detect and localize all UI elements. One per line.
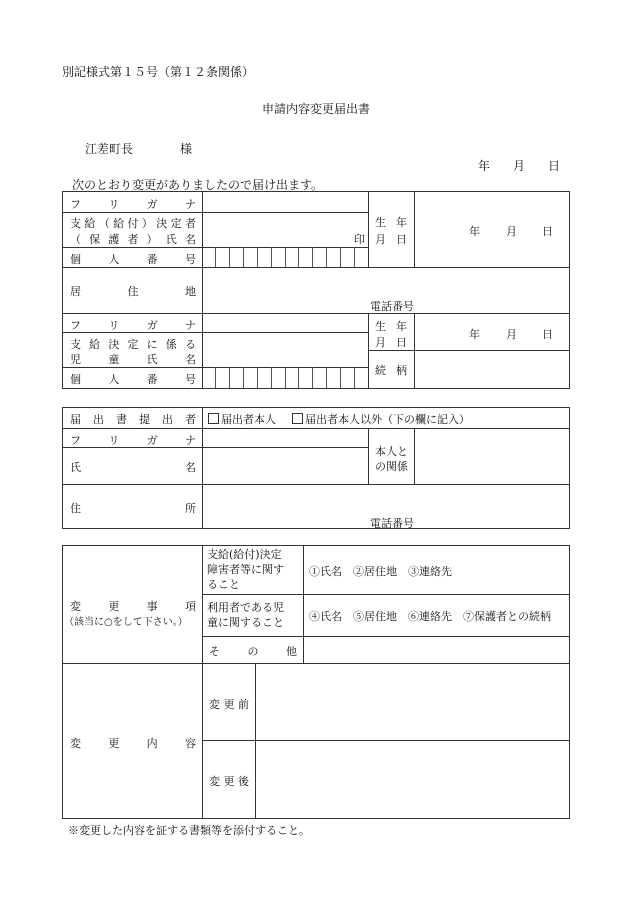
- submitter-name-label: 氏 名: [70, 461, 196, 474]
- date-day: 日: [548, 159, 561, 173]
- child-birth-year: 年: [469, 328, 480, 341]
- checkbox-icon[interactable]: [208, 413, 219, 424]
- kojin-label: 個 人 番 号: [70, 253, 196, 266]
- birth-label-1: 生 年: [375, 216, 407, 229]
- row1-options[interactable]: ①氏名 ②居住地 ③連絡先: [309, 565, 452, 578]
- payee-name-label-line1: 支 給 （ 給 付 ） 決 定 者: [70, 217, 196, 230]
- relation-label: 続 柄: [375, 364, 407, 377]
- furigana-label: フ リ ガ ナ: [70, 198, 196, 211]
- seal-mark: 印: [354, 233, 365, 246]
- submitter-phone-label: 電話番号: [370, 517, 414, 530]
- before-label: 変 更 前: [209, 698, 249, 711]
- after-label: 変 更 後: [209, 775, 249, 788]
- footer-note: ※変更した内容を証する書類等を添付すること。: [68, 824, 310, 837]
- change-content-label: 変 更 内 容: [70, 737, 196, 750]
- form-code: 別記様式第１５号（第１２条関係）: [62, 65, 255, 79]
- child-label-line1: 支 給 決 定 に 係 る: [70, 338, 196, 351]
- option-self[interactable]: 届出者本人: [208, 411, 276, 427]
- submitter-address-label: 住 所: [70, 502, 196, 515]
- row3-label: そ の 他: [209, 645, 297, 658]
- child-furigana-label: フ リ ガ ナ: [70, 319, 196, 332]
- change-items-label: 変 更 事 項: [70, 600, 196, 613]
- date-month: 月: [513, 159, 526, 173]
- phone-label: 電話番号: [370, 300, 414, 313]
- birth-label-2: 月 日: [375, 233, 407, 246]
- submitter-label: 届 出 書 提 出 者: [70, 413, 196, 426]
- address-label: 居 住 地: [70, 285, 196, 298]
- child-birth-label-1: 生 年: [375, 320, 407, 333]
- date-year: 年: [478, 159, 491, 173]
- kojin-digit-boxes[interactable]: [202, 247, 368, 267]
- child-birth-label-2: 月 日: [375, 336, 407, 349]
- child-kojin-digit-boxes[interactable]: [202, 367, 368, 388]
- relation-label-2: の関係: [375, 460, 408, 473]
- child-kojin-label: 個 人 番 号: [70, 373, 196, 386]
- row2-options[interactable]: ④氏名 ⑤居住地 ⑥連絡先 ⑦保護者との続柄: [309, 610, 551, 623]
- row2-label: 利用者である児 童に関すること: [207, 601, 284, 629]
- intro-text: 次のとおり変更がありましたので届け出ます。: [72, 178, 324, 192]
- birth-year: 年: [469, 225, 480, 238]
- child-label-line2: 児 童 氏 名: [70, 353, 196, 366]
- child-birth-day: 日: [542, 328, 553, 341]
- option-other[interactable]: 届出者本人以外（下の欄に記入）: [292, 411, 470, 427]
- birth-day: 日: [542, 225, 553, 238]
- checkbox-icon[interactable]: [292, 413, 303, 424]
- payee-name-label-line2: （ 保 護 者 ） 氏 名: [70, 233, 196, 246]
- child-birth-month: 月: [506, 328, 517, 341]
- honorific: 様: [180, 142, 193, 156]
- birth-month: 月: [506, 225, 517, 238]
- addressee: 江差町長: [85, 142, 134, 156]
- change-items-note: （該当に○をして下さい。）: [64, 617, 188, 628]
- relation-label-1: 本人と: [375, 445, 408, 458]
- form-title: 申請内容変更届出書: [262, 102, 371, 116]
- row1-label: 支給(給付)決定 障害者等に関す ること: [207, 548, 284, 591]
- submitter-furigana-label: フ リ ガ ナ: [70, 434, 196, 447]
